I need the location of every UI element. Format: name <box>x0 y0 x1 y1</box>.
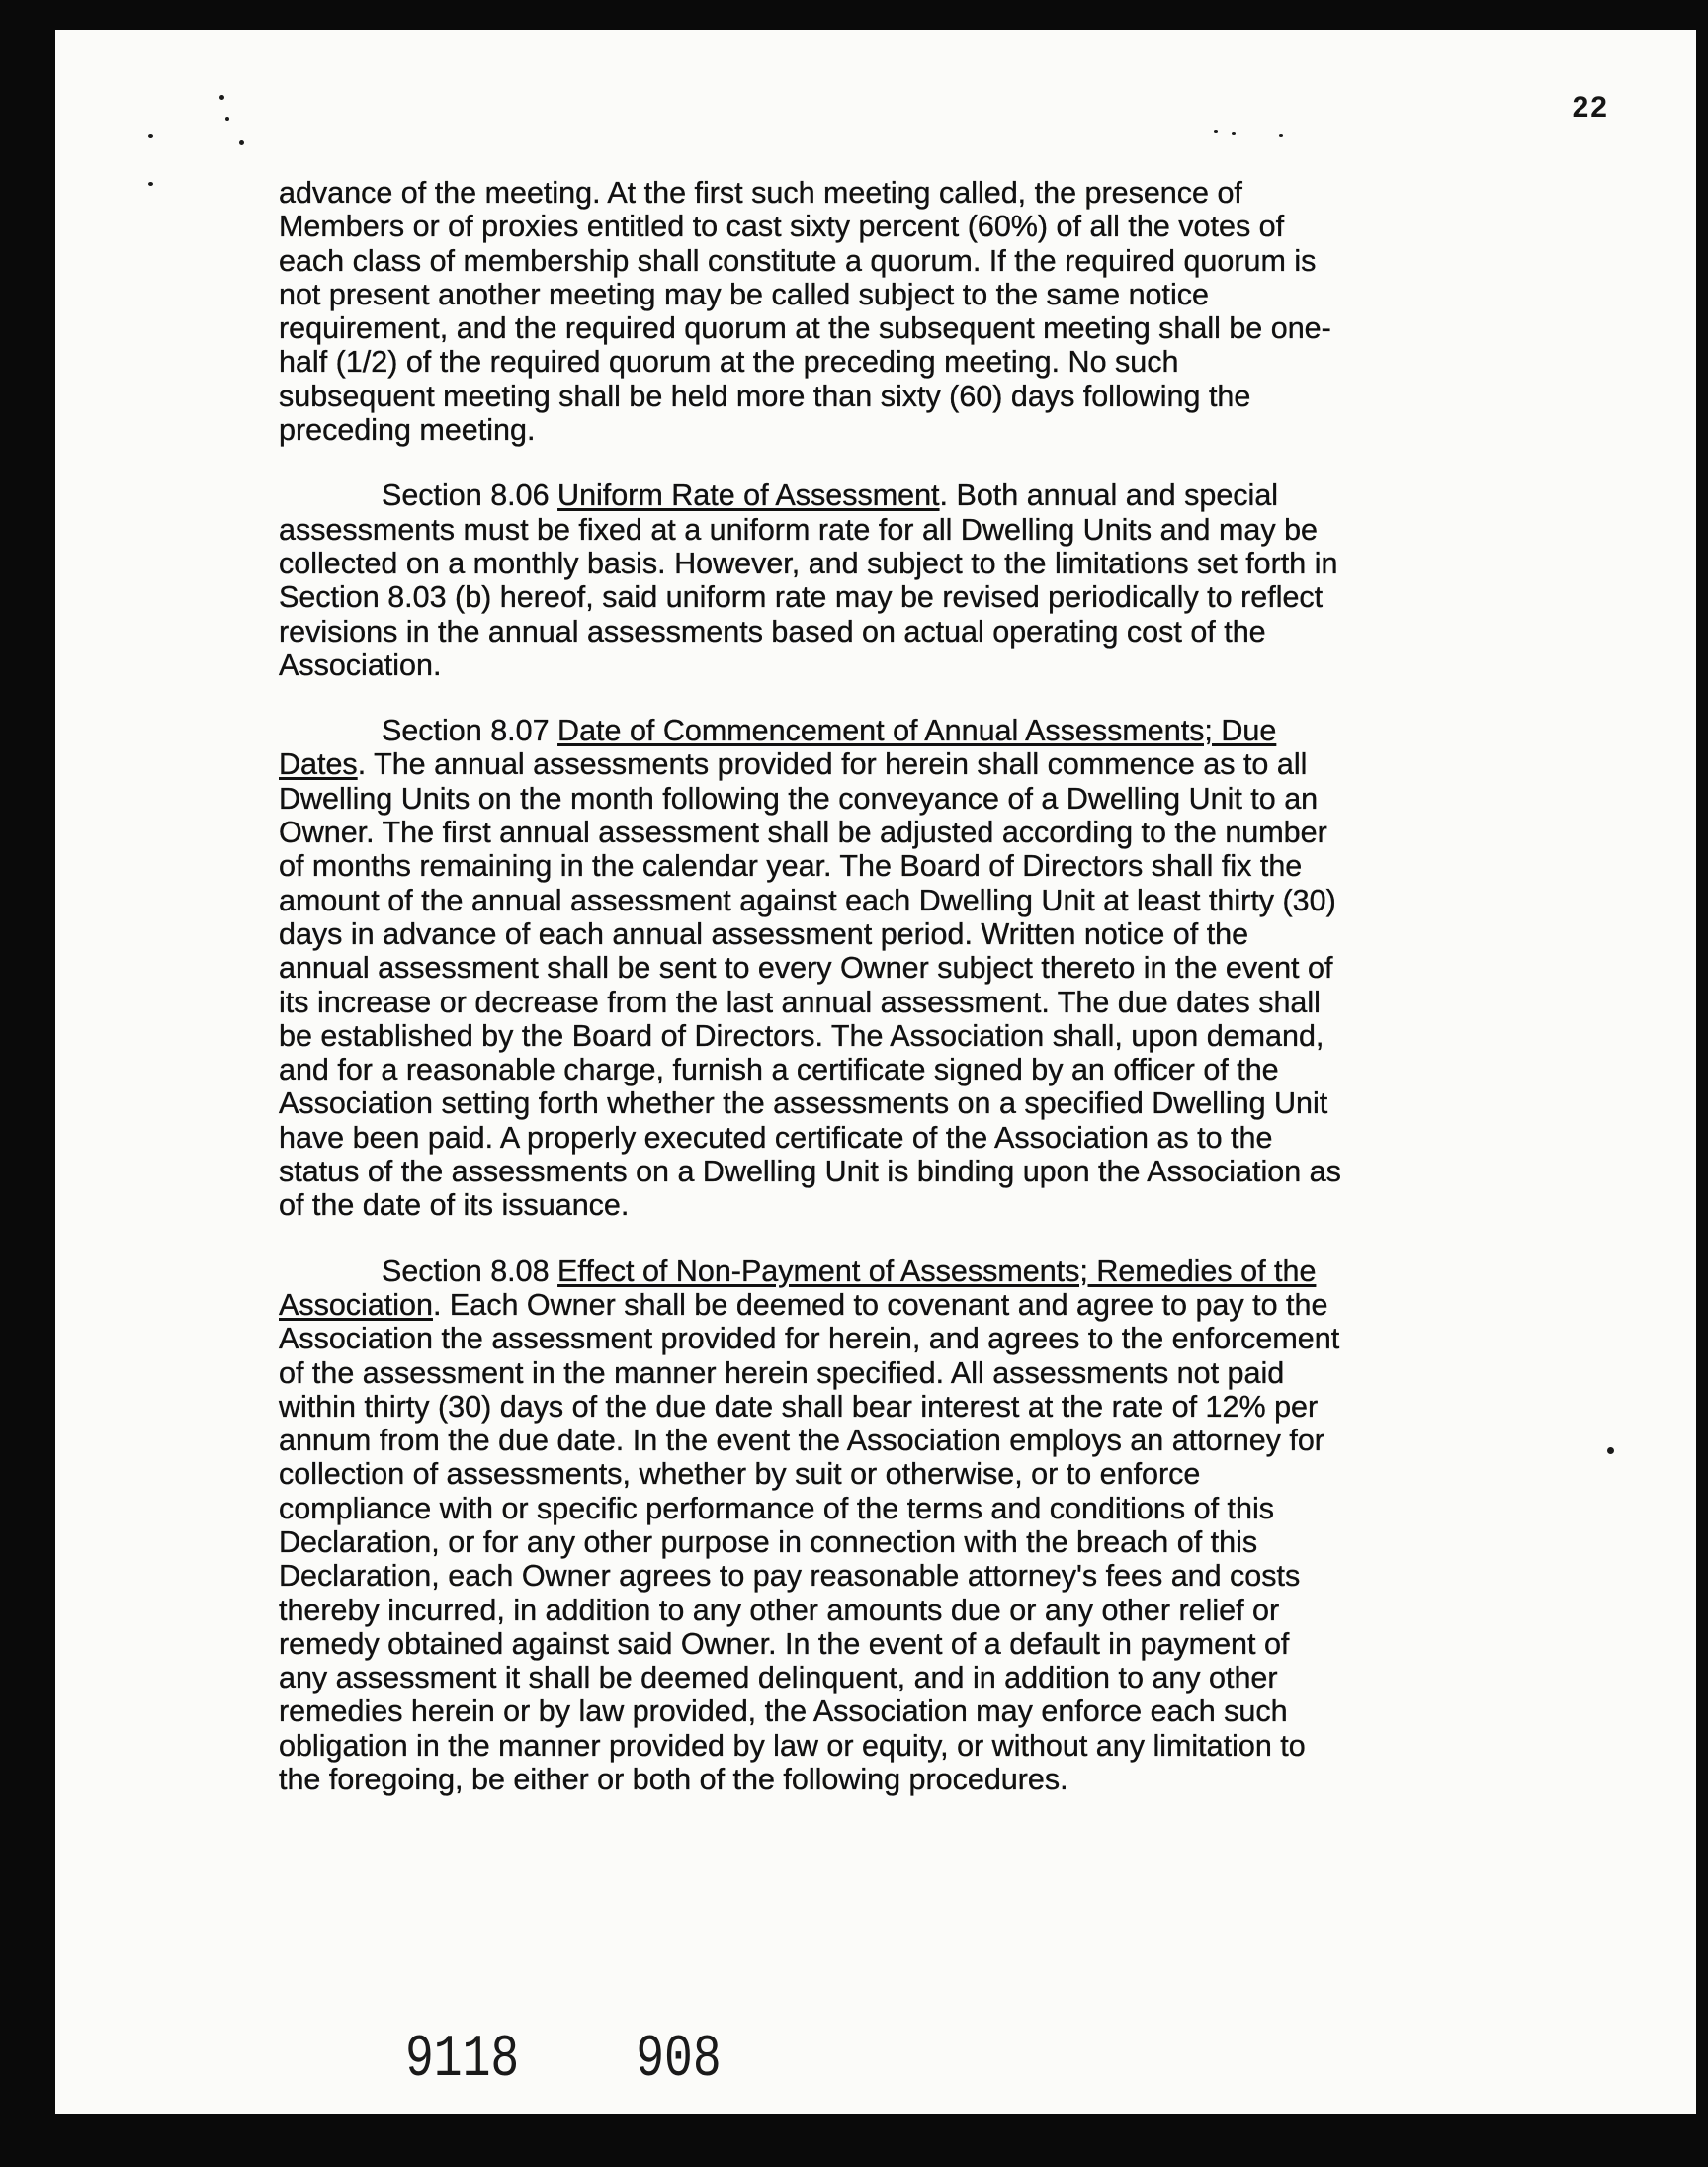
text-line: subsequent meeting shall be held more than sixty (60) days following the <box>279 379 1251 413</box>
text-line: Declaration, each Owner agrees to pay reasonable attorney's fees and costs <box>279 1559 1301 1594</box>
text-line: obligation in the manner provided by law or equity, or without any limitation to <box>279 1728 1306 1763</box>
text-line: requirement, and the required quorum at the subsequent meeting shall be one- <box>279 311 1331 346</box>
text-line: Association the assessment provided for herein, and agrees to the enforcement <box>279 1322 1340 1356</box>
section-title: Uniform Rate of Assessment <box>557 478 940 513</box>
text-line: be established by the Board of Directors. The Association shall, upon demand, <box>279 1018 1324 1053</box>
page-number: 22 <box>1572 91 1609 124</box>
text-line: collected on a monthly basis. However, and subject to the limitations set forth in <box>279 546 1338 580</box>
text-line: compliance with or specific performance of the terms and conditions of this <box>279 1491 1274 1525</box>
text-line: remedy obtained against said Owner. In the event of a default in payment of <box>279 1626 1290 1661</box>
text-line: Association setting forth whether the assessments on a specified Dwelling Unit <box>279 1086 1328 1121</box>
footer-number-right: 908 <box>636 2027 722 2094</box>
scan-speck <box>1214 130 1218 133</box>
scan-speck <box>148 182 153 186</box>
section-heading-line <box>279 478 1465 512</box>
text-line: the foregoing, be either or both of the following procedures. <box>279 1763 1068 1797</box>
section-title-continuation: Dates <box>279 747 358 782</box>
text-line: Members or of proxies entitled to cast sixty percent (60%) of all the votes of <box>279 210 1285 244</box>
text-line: Dwelling Units on the month following the conveyance of a Dwelling Unit to an <box>279 781 1319 816</box>
section-label: Section 8.06 <box>382 478 558 513</box>
text-line: remedies herein or by law provided, the Association may enforce each such <box>279 1694 1288 1729</box>
text-line: of months remaining in the calendar year. The Board of Directors shall fix the <box>279 849 1303 884</box>
scan-speck <box>239 140 244 145</box>
text-line: each class of membership shall constitute a quorum. If the required quorum is <box>279 243 1317 278</box>
text-line: not present another meeting may be called subject to the same notice <box>279 277 1209 311</box>
text-fragment: . Each Owner shall be deemed to covenant and agree to pay to the <box>432 1287 1328 1322</box>
text-line: collection of assessments, whether by suit or otherwise, or to enforce <box>279 1457 1201 1492</box>
text-line: assessments must be fixed at a uniform rate for all Dwelling Units and may be <box>279 512 1319 547</box>
text-line: and for a reasonable charge, furnish a certificate signed by an officer of the <box>279 1053 1279 1087</box>
section-8-07 <box>279 714 1465 1222</box>
text-line: half (1/2) of the required quorum at the preceding meeting. No such <box>279 345 1179 380</box>
text-line: revisions in the annual assessments based on actual operating cost of the <box>279 614 1266 649</box>
text-line: advance of the meeting. At the first such meeting called, the presence of <box>279 176 1242 210</box>
text-fragment: . The annual assessments provided for herein shall commence as to all <box>357 747 1308 782</box>
text-line: Section 8.03 (b) hereof, said uniform rate may be revised periodically to reflect <box>279 580 1324 615</box>
section-label: Section 8.08 <box>382 1254 558 1288</box>
text-line: have been paid. A properly executed certificate of the Association as to the <box>279 1120 1273 1155</box>
scan-speck <box>148 134 153 138</box>
section-label: Section 8.07 <box>382 714 558 748</box>
section-heading-line <box>279 714 1465 747</box>
text-line: days in advance of each annual assessment period. Written notice of the <box>279 916 1249 951</box>
scan-speck <box>1279 134 1283 137</box>
text-line: any assessment it shall be deemed delinquent, and in addition to any other <box>279 1661 1278 1695</box>
section-8-06 <box>279 478 1465 682</box>
paragraph-meeting-quorum <box>279 176 1465 447</box>
text-line: Owner. The first annual assessment shall be adjusted according to the number <box>279 816 1327 850</box>
section-heading-line <box>279 1255 1465 1288</box>
text-line: status of the assessments on a Dwelling Unit is binding upon the Association as <box>279 1155 1341 1189</box>
text-fragment: . Both annual and special <box>939 478 1279 513</box>
section-title: Date of Commencement of Annual Assessments; Due <box>557 714 1277 748</box>
text-line: within thirty (30) days of the due date shall bear interest at the rate of 12% per <box>279 1389 1319 1424</box>
footer-number-left: 9118 <box>405 2027 520 2094</box>
text-line: annum from the due date. In the event the Association employs an attorney for <box>279 1424 1324 1458</box>
scan-speck <box>219 95 224 100</box>
section-title-continuation: Association <box>279 1287 433 1322</box>
text-line: of the date of its issuance. <box>279 1188 630 1223</box>
scan-speck <box>225 117 229 121</box>
section-title-continuation-line <box>279 747 1465 781</box>
text-line: thereby incurred, in addition to any other amounts due or any other relief or <box>279 1593 1280 1627</box>
section-title: Effect of Non-Payment of Assessments; Remedies of the <box>557 1254 1317 1288</box>
text-line: Association. <box>279 648 442 682</box>
text-line: of the assessment in the manner herein specified. All assessments not paid <box>279 1355 1285 1390</box>
scan-speck <box>1607 1447 1614 1454</box>
text-line: amount of the annual assessment against each Dwelling Unit at least thirty (30) <box>279 883 1336 917</box>
section-8-08 <box>279 1255 1465 1797</box>
text-line: its increase or decrease from the last annual assessment. The due dates shall <box>279 985 1321 1019</box>
text-line: annual assessment shall be sent to every Owner subject thereto in the event of <box>279 951 1333 986</box>
text-line: preceding meeting. <box>279 413 536 448</box>
section-title-continuation-line <box>279 1288 1465 1322</box>
document-body <box>279 176 1465 1828</box>
scan-speck <box>1232 132 1236 135</box>
text-line: Declaration, or for any other purpose in connection with the breach of this <box>279 1524 1258 1559</box>
footer-reference-numbers <box>405 2027 722 2094</box>
